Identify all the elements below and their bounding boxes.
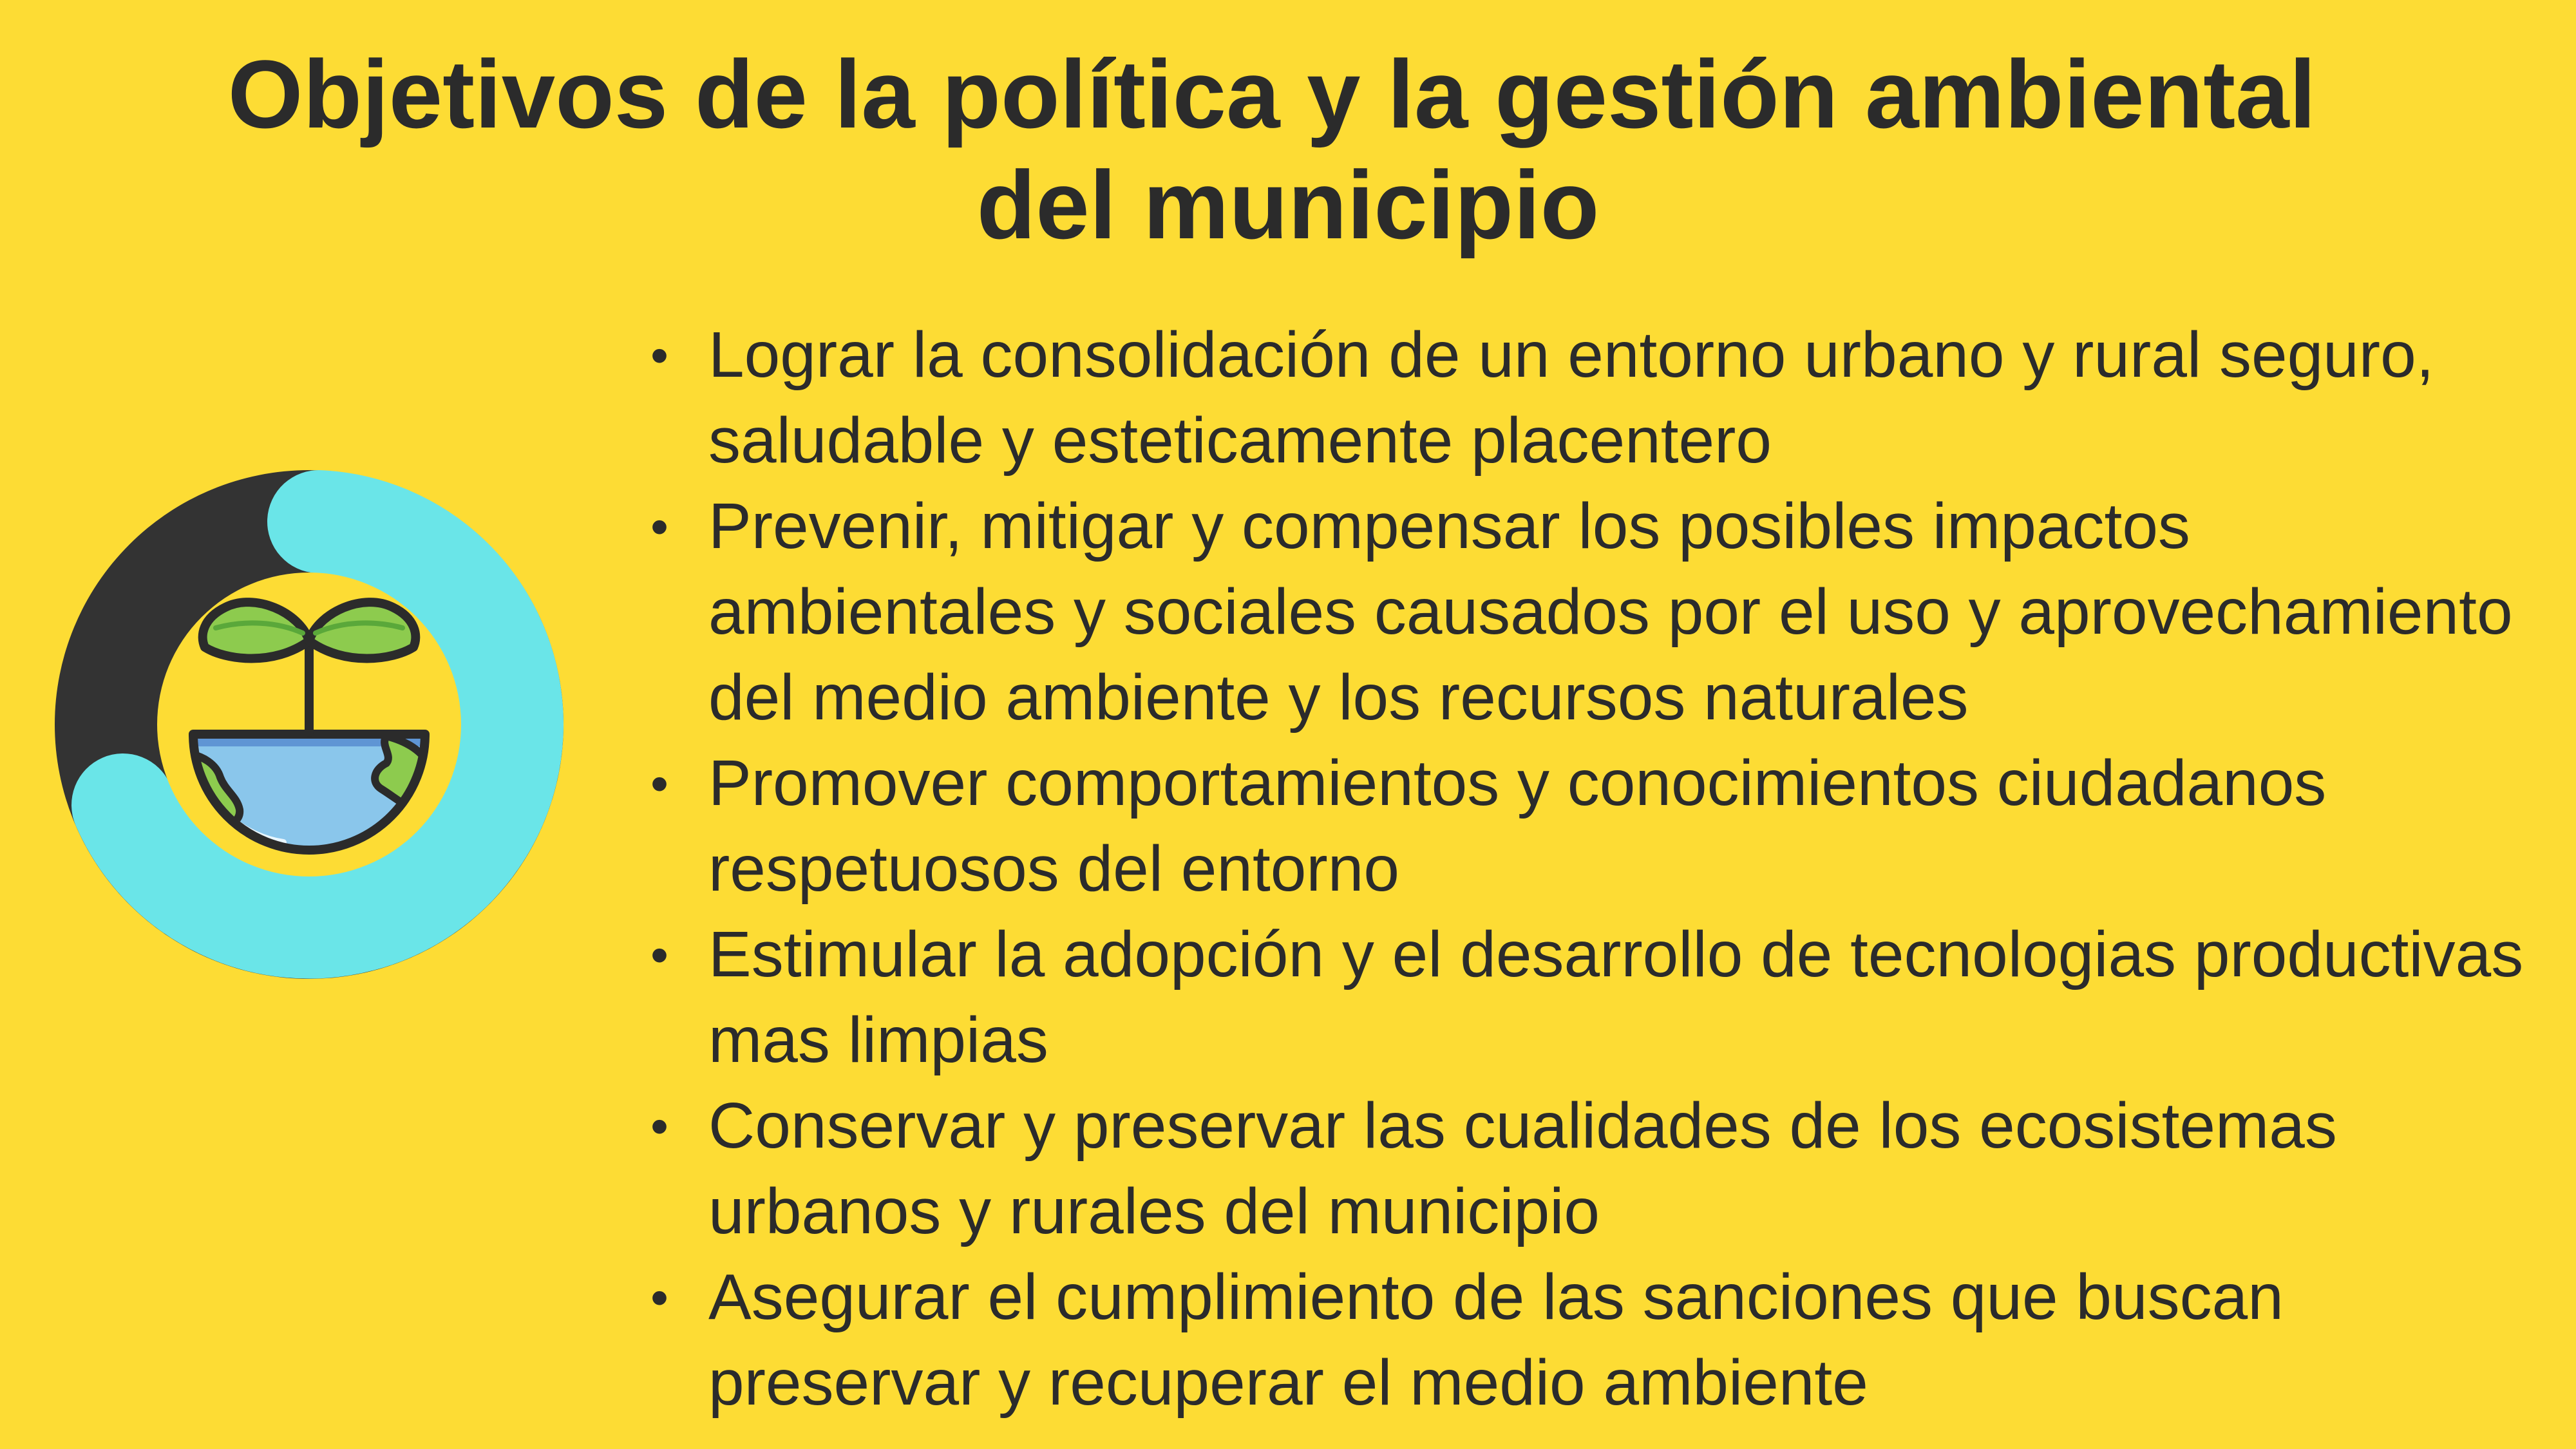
objective-item bbox=[650, 312, 2570, 484]
objective-item bbox=[650, 1255, 2570, 1426]
bullet-icon: • bbox=[650, 1269, 669, 1326]
bullet-icon: • bbox=[650, 498, 669, 555]
objective-item bbox=[650, 1083, 2570, 1255]
objectives-list bbox=[650, 312, 2570, 1426]
bullet-icon: • bbox=[650, 327, 669, 384]
objective-item bbox=[650, 484, 2570, 741]
objective-text: Promover comportamientos y conocimientos ciudadanos respetuosos del entorno bbox=[708, 747, 2327, 905]
title-line-1: Objetivos de la política y la gestión ambiental bbox=[227, 40, 2316, 148]
objective-text: Estimular la adopción y el desarrollo de tecnologias productivas mas limpias bbox=[708, 918, 2524, 1076]
title-line-2: del municipio bbox=[976, 151, 1600, 259]
bullet-icon: • bbox=[650, 755, 669, 812]
bullet-icon: • bbox=[650, 926, 669, 983]
bullet-icon: • bbox=[650, 1097, 669, 1155]
plant-globe-icon-graphic bbox=[52, 467, 567, 982]
objective-text: Prevenir, mitigar y compensar los posibles impactos ambientales y sociales causados por el uso y aprovechamiento del medio ambiente y los recursos naturales bbox=[708, 490, 2513, 734]
objective-text: Conservar y preservar las cualidades de los ecosistemas urbanos y rurales del municipio bbox=[708, 1090, 2337, 1247]
objective-text: Lograr la consolidación de un entorno urbano y rural seguro, saludable y esteticamente placentero bbox=[708, 319, 2434, 477]
objective-item bbox=[650, 912, 2570, 1083]
objective-text: Asegurar el cumplimiento de las sanciones que buscan preservar y recuperar el medio ambiente bbox=[708, 1261, 2284, 1419]
page-title bbox=[0, 39, 2576, 260]
objective-item bbox=[650, 741, 2570, 912]
plant-globe-icon bbox=[52, 467, 567, 982]
